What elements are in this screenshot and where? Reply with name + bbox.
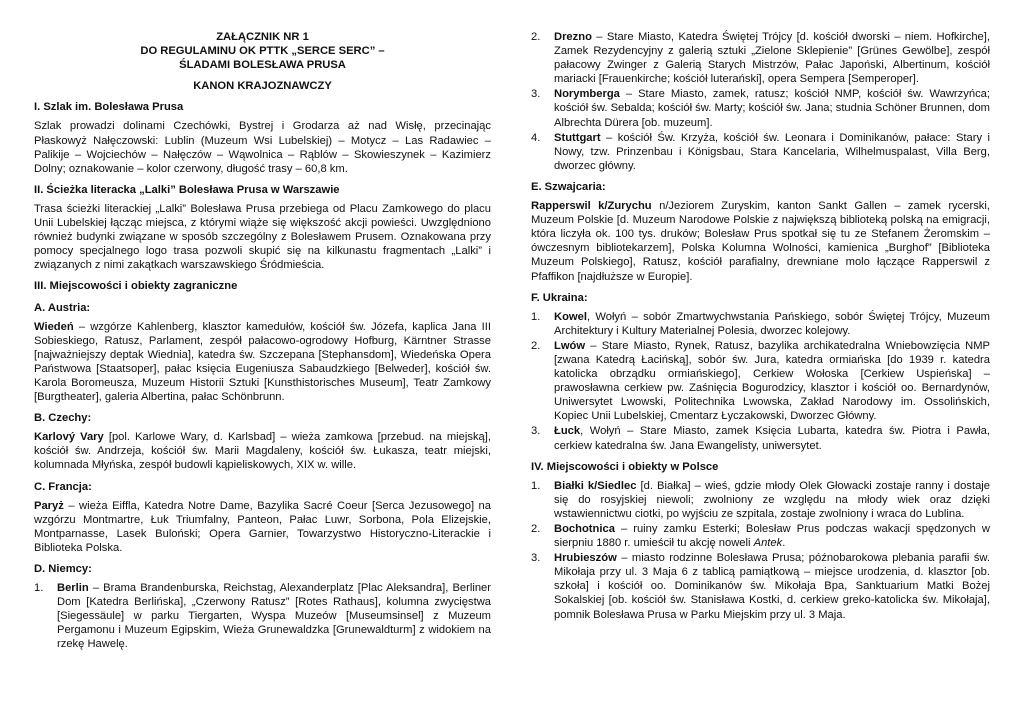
item-number: 3. xyxy=(531,552,541,565)
list-item xyxy=(531,310,990,338)
czech-heading: B. Czechy: xyxy=(34,412,92,425)
doc-title-line-3: ŚLADAMI BOLESŁAWA PRUSA xyxy=(179,59,346,72)
section-1-text: Szlak prowadzi dolinami Czechówki, Bystrej i Grodarza aż nad Wisłę, przecinając Płaskowyż Nałęczowski: Lublin (Muzeum Wsi Lubelskiej) – Motycz – Las Radawiec – Palikije – Wojciechów – Nałęczów – Wąwolnica – Rąblów – Skowieszynek – Kazimierz Dolny; oznakowanie – kolor czerwony, długość trasy – 60,8 km. xyxy=(34,120,491,175)
place-name: Paryż xyxy=(34,499,64,512)
place-description: – wzgórze Kahlenberg, klasztor kamedułów, kościół św. Józefa, kaplica Jana III Sobieskiego, Ratusz, Parlament, zespół pałacowo-ogrodowy Hofburg, Kärntner Strasse [najważniejszy deptak Wiednia], katedra św. Szczepana [Stephansdom], Wiedeńska Opera Państwowa [Staatsoper], pałac księcia Eugeniusza Sabaudzkiego [Belweder], kościół św. Karola Boromeusza, Muzeum Historii Sztuki [Kunsthistorisches Museum], Teatr Zamkowy [Burgtheater], galeria Albertina, pałac Schönbrunn. xyxy=(34,320,491,404)
place-name: Berlin xyxy=(57,582,89,595)
section-2-text: Trasa ścieżki literackiej „Lalki” Bolesława Prusa przebiega od Placu Zamkowego do placu Unii Lubelskiej łącząc miejsca, z którymi wiąże się większość akcji powieści. Uwzględniono również budynki związane w sposób szczególny z Bolesławem Prusem. Oznakowana przy pomocy specjalnego logo trasa pozwoli skupić się na kilkunastu fragmentach „Lalki” i związanych z nimi zakątkach warszawskiego Śródmieścia. xyxy=(34,202,491,272)
item-number: 1. xyxy=(34,582,44,595)
item-number: 2. xyxy=(531,523,541,535)
ukraine-list xyxy=(531,310,990,453)
place-name: Drezno xyxy=(554,31,592,43)
switzerland-entry xyxy=(531,199,990,284)
germany-list xyxy=(34,581,491,651)
list-item xyxy=(531,87,990,129)
place-name: Wiedeń xyxy=(34,320,74,333)
place-description: – Stare Miasto, Rynek, Ratusz, bazylika archikatedralna Wniebowzięcia NMP [zwana Katedrą Łacińską], sobór św. Jura, katedra ormiańska [do 1939 r. katedra katolicka obrządku ormiańskiego], Cerkiew Wołoska [Cerkiew Uspieńska] – prawosławna cerkiew pw. Zaśnięcia Bogurodzicy, klasztor i kościół oo. Bernardynów, Uniwersytet Lwowski, Politechnika Lwowska, Zakład Narodowy im. Ossolińskich, Kopiec Unii Lubelskiej, Cmentarz Łyczakowski, Dworzec Główny. xyxy=(554,339,990,423)
list-item xyxy=(34,581,491,651)
doc-subtitle: KANON KRAJOZNAWCZY xyxy=(193,80,332,93)
place-description: – wieża Eiffla, Katedra Notre Dame, Bazylika Sacré Coeur [Serca Jezusowego] na wzgórzu Montmartre, Łuk Triumfalny, Panteon, Pałac Luwr, Sorbona, Pola Elizejskie, Montparnasse, Lasek Buloński; Opera Garnier, Towarzystwo Historyczno-Literackie i Biblioteka Polska. xyxy=(34,499,491,554)
place-name: Bochotnica xyxy=(554,523,615,535)
list-item xyxy=(531,522,990,550)
list-item xyxy=(531,424,990,452)
place-description: , Wołyń – Stare Miasto, zamek Księcia Lubarta, katedra św. Piotra i Pawła, cerkiew katedralna św. Jana Ewangelisty, uniwersytet. xyxy=(554,425,990,452)
czech-entry xyxy=(34,430,491,472)
place-description: [d. Białka] – wieś, gdzie młody Olek Głowacki zostaje ranny i dostaje się do rosyjskiej niewoli; zwolniony ze względu na młody wiek oraz dzięki wstawiennictwu ciotki, po wyjściu ze szpitala, zostaje zwolniony i wraca do Lublina. xyxy=(554,479,990,520)
place-name: Karlový Vary xyxy=(34,431,104,444)
item-number: 2. xyxy=(531,31,541,43)
place-name: Stuttgart xyxy=(554,131,601,144)
place-name: Kowel xyxy=(554,310,587,323)
item-number: 1. xyxy=(531,310,541,323)
place-name: Lwów xyxy=(554,339,586,352)
austria-entry xyxy=(34,320,491,405)
place-description-end: . xyxy=(782,537,786,550)
place-description: – Stare Miasto, zamek, ratusz; kościół NMP, kościół św. Wawrzyńca; kościół św. Sebalda; kościół św. Marty; kościół św. Jana; studnia Schöner Brunnen, dom Albrechta Dürera [ob. muzeum]. xyxy=(554,88,990,129)
place-description: , Wołyń – sobór Zmartwychwstania Pańskiego, sobór Świętej Trójcy, Muzeum Architektury i Kultury Materialnej Polesia, dworzec kolejowy. xyxy=(554,310,990,337)
list-item xyxy=(531,551,990,621)
left-column xyxy=(34,30,491,657)
place-description: – ruiny zamku Esterki; Bolesław Prus podczas wakacji spędzonych w sierpniu 1880 r. umieścił tu akcję noweli xyxy=(554,523,990,550)
place-description: – kościół Św. Krzyża, kościół św. Leonara i Dominikanów, pałace: Stary i Nowy, tzw. Prinzenbau i Königsbau, Stara Kancelaria, Wilhelmuspalast, Villa Berg, dworzec główny. xyxy=(554,131,990,172)
place-description: [pol. Karlowe Wary, d. Karlsbad] – wieża zamkowa [przebud. na miejską], kościół św. Andrzeja, kościół św. Marii Magdaleny, kościół św. Łukasza, teatr miejski, kolumnada Młyńska, zespół budowli kąpieliskowych, XIX w. wille. xyxy=(34,431,491,472)
poland-list xyxy=(531,479,990,622)
austria-heading: A. Austria: xyxy=(34,301,91,314)
place-description: – Stare Miasto, Katedra Świętej Trójcy [d. kościół dworski – niem. Hofkirche], Zamek Rezydencyjny z galerią sztuki „Zielone Sklepienie” [Grünes Gewölbe], zespół pałacowy Zwinger z Galerią Starych Mistrzów, Pałac Japoński, Albertinum, kościół mariacki [Frauenkirche; kościół luterański], opera Sempera [Semperoper]. xyxy=(554,31,990,86)
section-2-heading: II. Ścieżka literacka „Lalki” Bolesława Prusa w Warszawie xyxy=(34,183,340,196)
france-entry xyxy=(34,499,491,555)
place-name: Norymberga xyxy=(554,88,620,101)
france-heading: C. Francja: xyxy=(34,480,92,493)
place-name: Białki k/Siedlec xyxy=(554,479,637,492)
section-3-heading: III. Miejscowości i obiekty zagraniczne xyxy=(34,280,238,293)
place-name: Rapperswil k/Zurychu xyxy=(531,200,652,213)
place-name: Łuck xyxy=(554,425,581,438)
place-name: Hrubieszów xyxy=(554,552,617,565)
list-item xyxy=(531,131,990,173)
item-number: 4. xyxy=(531,131,541,144)
item-number: 2. xyxy=(531,339,541,352)
novella-title: Antek xyxy=(753,537,783,550)
place-description: – Brama Brandenburska, Reichstag, Alexanderplatz [Plac Aleksandra], Berliner Dom [Katedra Berlińska], „Czerwony Ratusz” [Rotes Rathaus], kolumna zwycięstwa [Siegessäule] w parku Tiergarten, Wyspa Muzeów [Museumsinsel] z Muzeum Pergamonu i Muzeum Egipskim, Wieża Grunewaldzka [Grunewaldturm] z widokiem na rzekę Hawelę. xyxy=(57,582,491,651)
doc-title-line-2: DO REGULAMINU OK PTTK „SERCE SERC” – xyxy=(140,45,385,58)
doc-title-line-1: ZAŁĄCZNIK NR 1 xyxy=(216,31,309,43)
item-number: 3. xyxy=(531,425,541,438)
item-number: 1. xyxy=(531,479,541,492)
place-description: n/Jeziorem Zuryskim, kanton Sankt Gallen – zamek rycerski, Muzeum Polskie [d. Muzeum Narodowe Polskie z największą biblioteką polską na emigracji, która liczyła ok. 100 tys. druków; Bolesław Prus spotkał się tu ze Stefanem Żeromskim – ówczesnym bibliotekarzem], Polska Kolumna Wolności, kamienica „Burghof” [Biblioteka Muzeum Polskiego], Ratusz, kościół parafialny, drewniane molo łączące Rapperswil z Pfaffikon [najdłuższe w Europie]. xyxy=(531,200,990,283)
place-description: – miasto rodzinne Bolesława Prusa; późnobarokowa plebania parafii św. Mikołaja przy ul. 3 Maja 6 z tablicą pamiątkową – miejsce urodzenia, d. klasztor [ob. szkoła] i kościół oo. Dominikanów św. Mikołaja Bpa, Sanktuarium Matki Bożej Sokalskiej [ob. kościół św. Stanisława Kostki, d. cerkiew greko-katolicka św. Mikołaja], pomnik Bolesława Prusa w Parku Miejskim przy ul. 3 Maja. xyxy=(554,552,990,621)
section-4-heading: IV. Miejscowości i obiekty w Polsce xyxy=(531,460,719,473)
right-column xyxy=(531,30,990,627)
germany-heading: D. Niemcy: xyxy=(34,563,92,575)
list-item xyxy=(531,30,990,86)
germany-list-continued xyxy=(531,30,990,173)
list-item xyxy=(531,339,990,424)
switzerland-heading: E. Szwajcaria: xyxy=(531,180,606,193)
ukraine-heading: F. Ukraina: xyxy=(531,291,588,304)
item-number: 3. xyxy=(531,88,541,101)
list-item xyxy=(531,479,990,521)
section-1-heading: I. Szlak im. Bolesława Prusa xyxy=(34,101,184,114)
